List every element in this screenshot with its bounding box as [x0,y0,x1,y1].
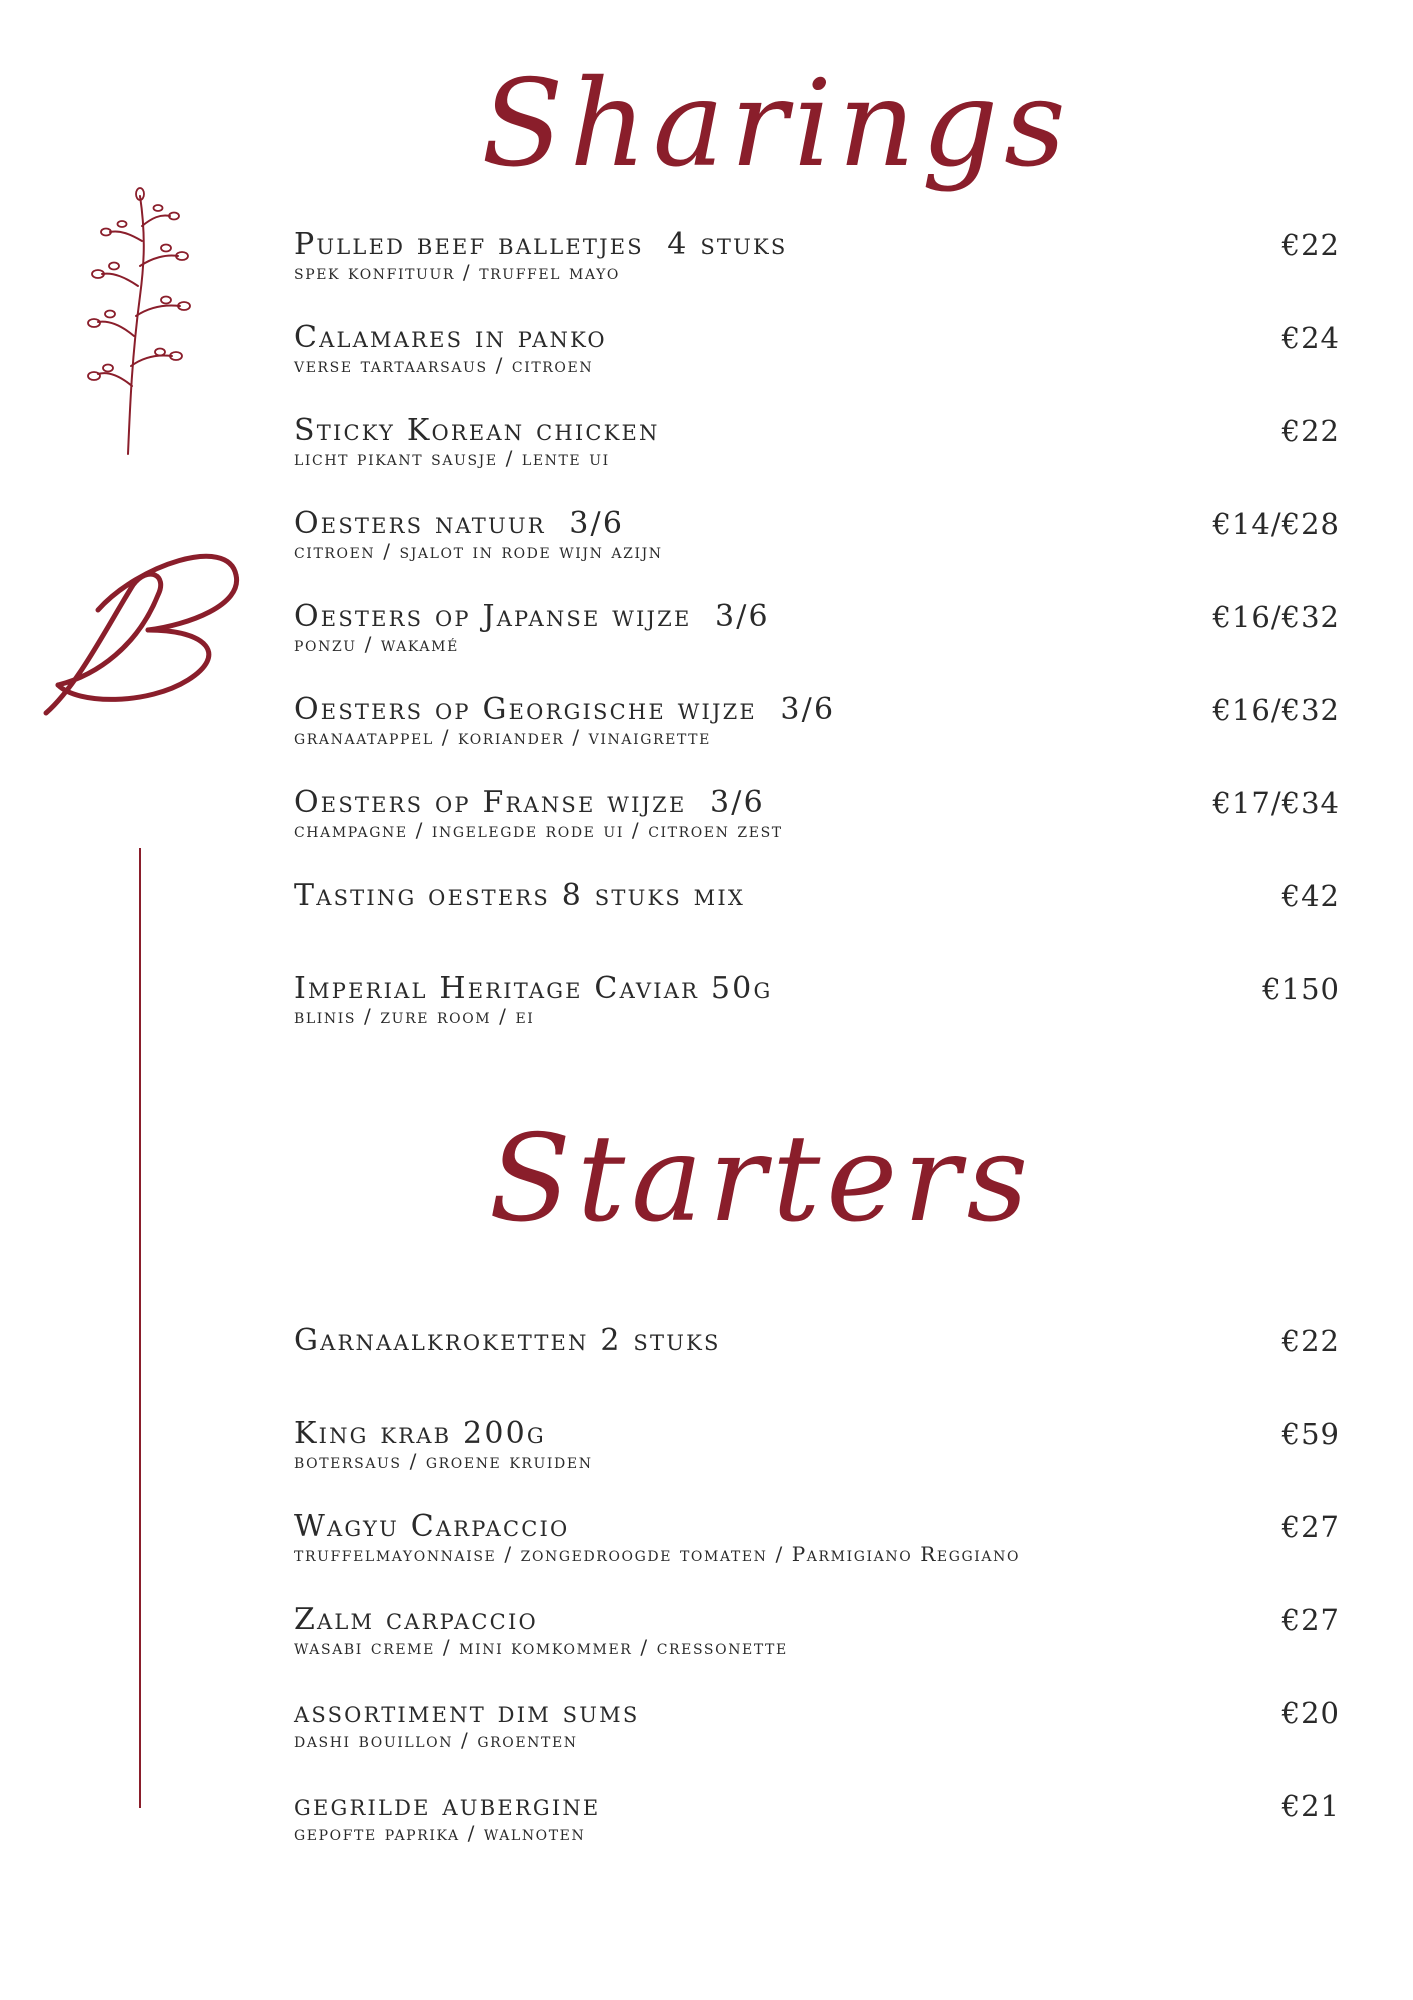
item-description: dashi bouillon / groenten [294,1728,578,1752]
item-price: €27 [1281,1510,1340,1544]
item-description: citroen / sjalot in rode wijn azijn [294,539,663,563]
item-description: botersaus / groene kruiden [294,1449,593,1473]
item-price: €21 [1281,1789,1340,1823]
menu-item [294,1324,1340,1417]
item-name: gegrilde aubergine [294,1788,601,1823]
item-description: blinis / zure room / ei [294,1004,535,1028]
section-title-starters: Starters [488,1110,1035,1249]
item-name: assortiment dim sums [294,1695,640,1730]
item-name: Imperial Heritage Caviar 50g [294,971,773,1006]
item-price: €24 [1281,321,1340,355]
menu-item [294,1510,1340,1603]
item-description: truffelmayonnaise / zongedroogde tomaten / Parmigiano Reggiano [294,1542,1021,1566]
item-name: Zalm carpaccio [294,1602,538,1637]
item-price: €22 [1281,228,1340,262]
menu-item [294,1789,1340,1882]
vertical-divider [139,848,141,1808]
item-name: Wagyu Carpaccio [294,1509,570,1544]
item-name: Garnaalkroketten 2 stuks [294,1323,721,1358]
item-name: Tasting oesters 8 stuks mix [294,878,746,913]
item-price: €22 [1281,1324,1340,1358]
item-description: champagne / ingelegde rode ui / citroen zest [294,818,783,842]
menu-item [294,972,1340,1065]
section-title-sharings: Sharings [481,55,1072,194]
menu-item [294,228,1340,321]
branch-icon [80,186,210,456]
item-description: licht pikant sausje / lente ui [294,446,610,470]
item-description: spek konfituur / truffel mayo [294,260,621,284]
item-description: ponzu / wakamé [294,632,459,656]
item-price: €59 [1281,1417,1340,1451]
menu-item [294,600,1340,693]
menu-section-sharings [294,228,1340,1065]
item-price: €42 [1281,879,1340,913]
item-name: Calamares in panko [294,320,607,355]
item-description: wasabi creme / mini komkommer / cressonette [294,1635,788,1659]
item-price: €17/€34 [1212,786,1340,820]
item-price: €20 [1281,1696,1340,1730]
item-name: Oesters op Georgische wijze 3/6 [294,692,836,727]
menu-item [294,786,1340,879]
item-name: Sticky Korean chicken [294,413,660,448]
item-description: verse tartaarsaus / citroen [294,353,594,377]
item-price: €150 [1262,972,1340,1006]
item-name: King krab 200g [294,1416,546,1451]
monogram-logo [38,535,248,720]
item-price: €22 [1281,414,1340,448]
item-name: Oesters op Japanse wijze 3/6 [294,599,770,634]
menu-item [294,879,1340,972]
menu-item [294,1696,1340,1789]
item-price: €16/€32 [1212,693,1340,727]
item-price: €16/€32 [1212,600,1340,634]
menu-item [294,1417,1340,1510]
item-description: granaatappel / koriander / vinaigrette [294,725,711,749]
menu-item [294,507,1340,600]
menu-item [294,321,1340,414]
menu-item [294,1603,1340,1696]
item-name: Oesters op Franse wijze 3/6 [294,785,765,820]
item-name: Oesters natuur 3/6 [294,506,625,541]
menu-section-starters [294,1324,1340,1882]
menu-item [294,693,1340,786]
menu-item [294,414,1340,507]
item-price: €14/€28 [1212,507,1340,541]
item-description: gepofte paprika / walnoten [294,1821,586,1845]
item-price: €27 [1281,1603,1340,1637]
item-name: Pulled beef balletjes 4 stuks [294,227,788,262]
